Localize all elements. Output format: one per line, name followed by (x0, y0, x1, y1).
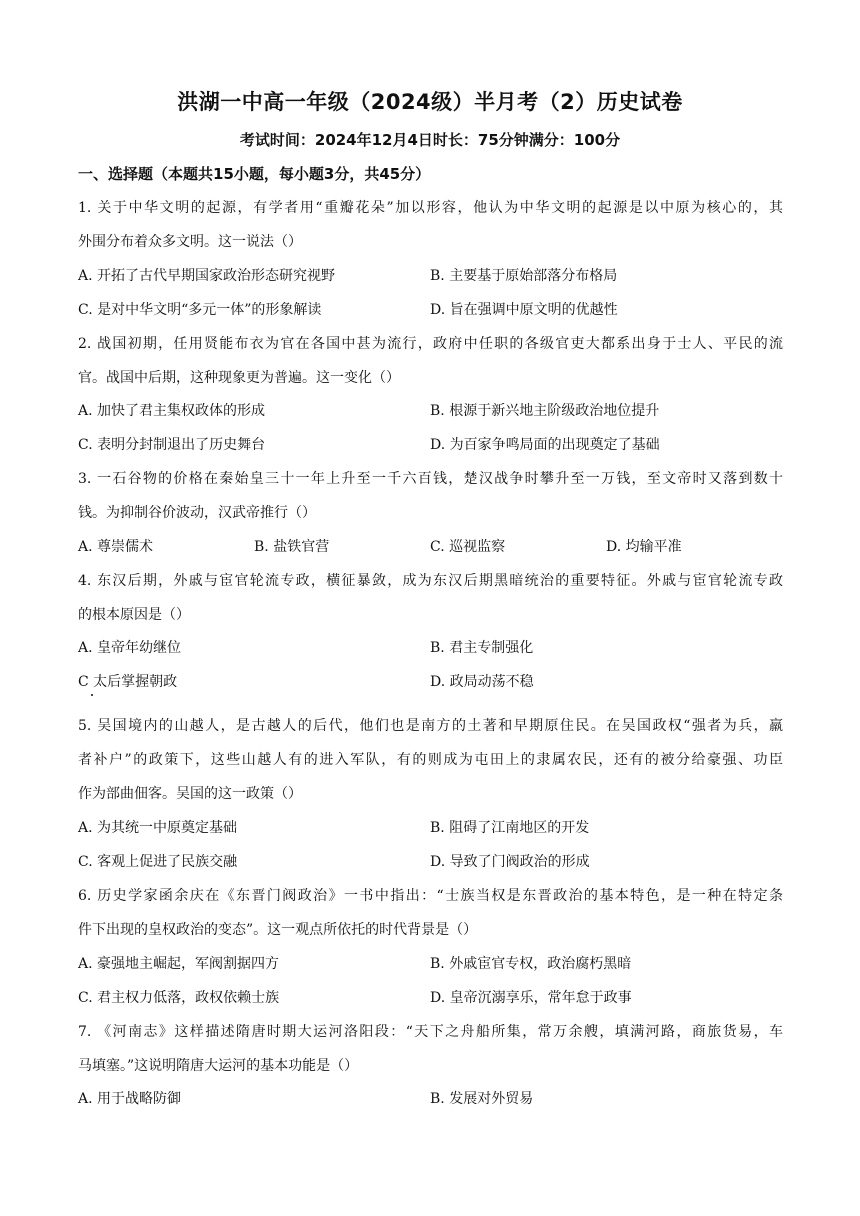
option-a[interactable]: A. 用于战略防御 (78, 1091, 182, 1107)
question-stem: 者补户”的政策下，这些山越人有的进入军队，有的则成为屯田上的隶属农民，还有的被分给豪强、功臣 (78, 752, 783, 768)
option-a[interactable]: A. 皇帝年幼继位 (78, 640, 182, 656)
question-stem: 外围分布着众多文明。这一说法（） (78, 234, 302, 250)
question-stem: 件下出现的皇权政治的变态”。这一观点所依托的时代背景是（） (78, 922, 478, 938)
question-stem: 4. 东汉后期，外戚与宦官轮流专政，横征暴敛，成为东汉后期黑暗统治的重要特征。外戚与宦官轮流专政 (78, 573, 783, 589)
option-d[interactable]: D. 导致了门阀政治的形成 (430, 854, 590, 870)
option-c[interactable]: C. 是对中华文明“多元一体”的形象解读 (78, 302, 322, 318)
question-stem: 1. 关于中华文明的起源，有学者用“重瓣花朵”加以形容，他认为中华文明的起源是以中原为核心的，其 (78, 200, 783, 216)
option-b[interactable]: B. 根源于新兴地主阶级政治地位提升 (430, 403, 660, 419)
question-stem: 3. 一石谷物的价格在秦始皇三十一年上升至一千六百钱，楚汉战争时攀升至一万钱，至文帝时又落到数十 (78, 471, 783, 487)
option-b[interactable]: B. 盐铁官营 (254, 539, 330, 555)
question-stem: 5. 吴国境内的山越人，是古越人的后代，他们也是南方的土著和早期原住民。在吴国政权“强者为兵，羸 (78, 718, 783, 734)
exam-info: 考试时间：2024年12月4日时长：75分钟满分：100分 (239, 131, 621, 149)
question-stem: 官。战国中后期，这种现象更为普遍。这一变化（） (78, 370, 400, 386)
option-d[interactable]: D. 皇帝沉溺享乐，常年怠于政事 (430, 990, 632, 1006)
option-a[interactable]: A. 加快了君主集权政体的形成 (78, 403, 266, 419)
question-stem: 作为部曲佃客。吴国的这一政策（） (78, 786, 302, 802)
option-b[interactable]: B. 主要基于原始部落分布格局 (430, 268, 618, 284)
option-b[interactable]: B. 阻碍了江南地区的开发 (430, 820, 590, 836)
page-title: 洪湖一中高一年级（2024级）半月考（2）历史试卷 (177, 90, 683, 114)
stray-dot (91, 694, 93, 696)
option-c[interactable]: C. 巡视监察 (430, 539, 506, 555)
option-a[interactable]: A. 为其统一中原奠定基础 (78, 820, 238, 836)
question-stem: 的根本原因是（） (78, 607, 190, 623)
option-c[interactable]: C. 君主权力低落，政权依赖士族 (78, 990, 280, 1006)
option-c[interactable]: C. 表明分封制退出了历史舞台 (78, 437, 266, 453)
option-a[interactable]: A. 开拓了古代早期国家政治形态研究视野 (78, 268, 336, 284)
option-b[interactable]: B. 发展对外贸易 (430, 1091, 534, 1107)
question-stem: 6. 历史学家函余庆在《东晋门阀政治》一书中指出：“士族当权是东晋政治的基本特色，是一种在特定条 (78, 888, 783, 904)
question-stem: 7. 《河南志》这样描述隋唐时期大运河洛阳段：“天下之舟船所集，常万余艘，填满河路，商旅货易，车 (78, 1024, 783, 1040)
option-b[interactable]: B. 外戚宦官专权，政治腐朽黑暗 (430, 956, 632, 972)
section-heading: 一、选择题（本题共15小题，每小题3分，共45分） (78, 165, 431, 183)
question-stem: 马填塞。”这说明隋唐大运河的基本功能是（） (78, 1058, 359, 1074)
option-d[interactable]: D. 均输平准 (606, 539, 682, 555)
option-a[interactable]: A. 尊崇儒术 (78, 539, 154, 555)
question-stem: 2. 战国初期，任用贤能布衣为官在各国中甚为流行，政府中任职的各级官吏大都系出身于士人、平民的流 (78, 336, 783, 352)
option-a[interactable]: A. 豪强地主崛起，军阀割据四方 (78, 956, 280, 972)
option-c[interactable]: C 太后掌握朝政 (78, 674, 178, 690)
question-stem: 钱。为抑制谷价波动，汉武帝推行（） (78, 505, 316, 521)
option-d[interactable]: D. 政局动荡不稳 (430, 674, 534, 690)
option-d[interactable]: D. 为百家争鸣局面的出现奠定了基础 (430, 437, 660, 453)
option-d[interactable]: D. 旨在强调中原文明的优越性 (430, 302, 618, 318)
option-b[interactable]: B. 君主专制强化 (430, 640, 534, 656)
option-c[interactable]: C. 客观上促进了民族交融 (78, 854, 238, 870)
